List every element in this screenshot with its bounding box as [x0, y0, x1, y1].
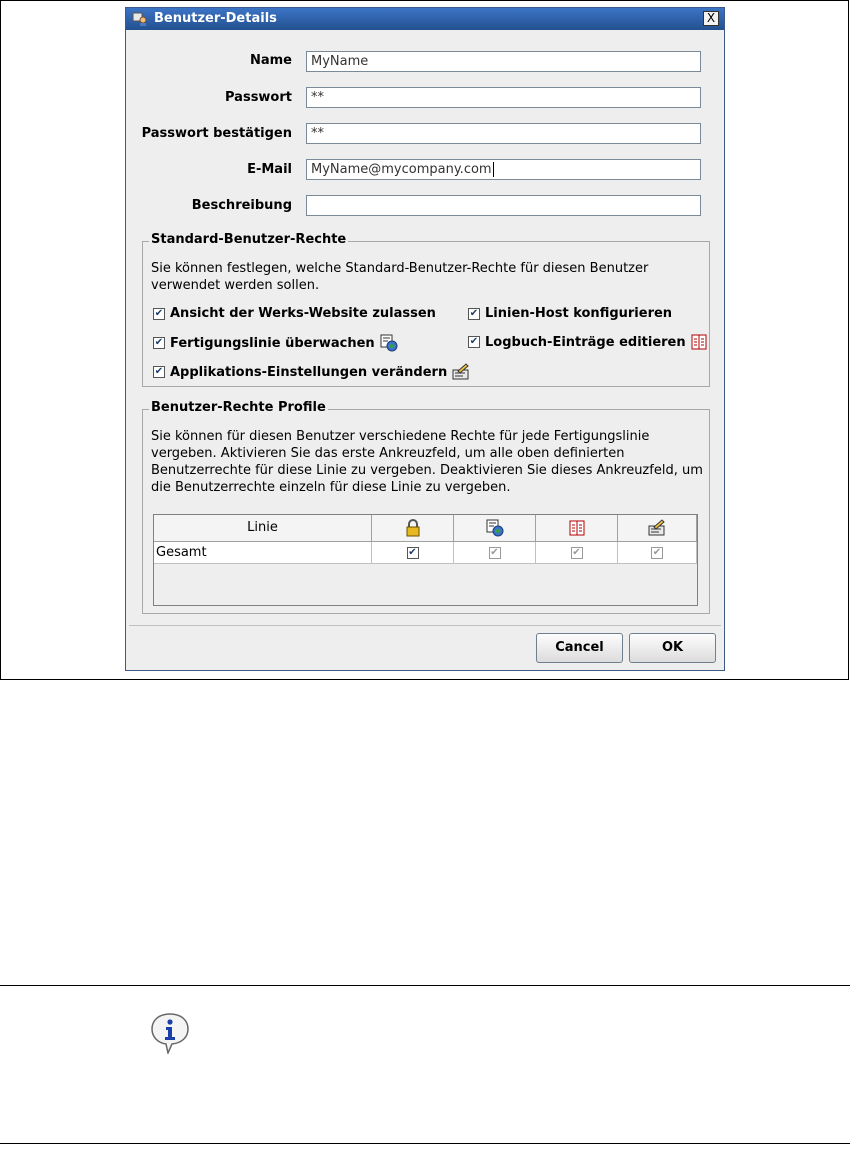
checkbox-box[interactable]: ✔: [154, 366, 164, 377]
cell-logbook: [536, 542, 618, 564]
name-field[interactable]: MyName: [306, 51, 701, 72]
description-label: Beschreibung: [191, 198, 292, 213]
row-checkbox-all[interactable]: ✔: [408, 547, 417, 558]
checkbox-label: Applikations-Einstellungen verändern: [170, 364, 448, 380]
button-separator: [129, 625, 721, 626]
text-caret: [493, 162, 494, 177]
note-top-rule: [0, 985, 850, 986]
checkbox-monitor-line[interactable]: [153, 334, 398, 352]
user-details-dialog: [125, 7, 725, 671]
email-label: E-Mail: [247, 162, 292, 177]
column-header-logbook[interactable]: [536, 515, 618, 542]
row-checkbox-logbook[interactable]: ✔: [572, 547, 581, 558]
logbook-icon: [569, 520, 585, 536]
dialog-title: Benutzer-Details: [154, 11, 277, 26]
email-value: MyName@mycompany.com: [311, 162, 492, 177]
checkbox-label: Fertigungslinie überwachen: [170, 335, 375, 351]
checkbox-label: Ansicht der Werks-Website zulassen: [170, 306, 436, 321]
password-label: Passwort: [225, 90, 292, 105]
edit-settings-icon: [648, 519, 666, 537]
description-field[interactable]: [306, 195, 701, 216]
cell-settings: [618, 542, 697, 564]
column-header-linie[interactable]: Linie: [154, 515, 372, 542]
checkbox-view-website[interactable]: [153, 306, 436, 321]
name-label: Name: [249, 53, 292, 68]
confirm-password-field[interactable]: **: [306, 123, 701, 144]
column-header-settings[interactable]: [618, 515, 697, 542]
column-header-monitor[interactable]: [454, 515, 536, 542]
info-icon: [148, 1010, 192, 1054]
edit-settings-icon: [452, 363, 470, 381]
cell-lock: [372, 542, 454, 564]
checkbox-edit-logbook[interactable]: [468, 334, 707, 350]
note-bottom-rule: [0, 1143, 850, 1144]
checkbox-label: Logbuch-Einträge editieren: [485, 334, 686, 350]
cell-monitor: [454, 542, 536, 564]
cell-linie: Gesamt: [154, 542, 372, 564]
checkbox-box[interactable]: ✔: [469, 307, 479, 319]
checkbox-configure-host[interactable]: [468, 306, 672, 321]
confirm-password-label: Passwort bestätigen: [141, 126, 292, 141]
checkbox-change-settings[interactable]: [153, 363, 470, 381]
monitor-globe-icon: [380, 334, 398, 352]
checkbox-box[interactable]: ✔: [469, 336, 479, 347]
column-header-lock[interactable]: [372, 515, 454, 542]
email-field[interactable]: [306, 159, 701, 180]
dialog-titlebar: [126, 8, 724, 30]
rights-profiles-description: Sie können für diesen Benutzer verschiedene Rechte für jede Fertigungslinie vergeben. Aktivieren Sie das erste Ankreuzfeld, um alle oben definierten Benutzerrechte für diese Linie zu vergeben. Deaktivieren Sie dieses Ankreuzfeld, um die Benutzerrechte einzeln für diese Linie zu vergeben.: [151, 429, 703, 495]
checkbox-box[interactable]: ✔: [154, 307, 164, 319]
row-checkbox-monitor[interactable]: ✔: [490, 547, 499, 558]
line-rights-table: [153, 514, 698, 606]
close-button[interactable]: X: [703, 11, 719, 26]
ok-button[interactable]: OK: [629, 633, 716, 663]
rights-profiles-group: [142, 400, 710, 614]
standard-rights-description: Sie können festlegen, welche Standard-Benutzer-Rechte für diesen Benutzer verwendet werden sollen.: [151, 261, 649, 293]
logbook-icon: [691, 334, 707, 350]
checkbox-label: Linien-Host konfigurieren: [485, 306, 673, 321]
password-field[interactable]: **: [306, 87, 701, 108]
cancel-button[interactable]: Cancel: [536, 633, 623, 663]
lock-icon: [405, 519, 421, 537]
table-row[interactable]: [154, 542, 697, 564]
monitor-globe-icon: [486, 519, 504, 537]
standard-rights-group: [142, 232, 710, 387]
row-checkbox-settings[interactable]: ✔: [652, 547, 662, 558]
standard-rights-title: Standard-Benutzer-Rechte: [151, 232, 347, 247]
checkbox-box[interactable]: ✔: [154, 337, 164, 348]
rights-profiles-title: Benutzer-Rechte Profile: [151, 400, 326, 415]
table-header: [154, 515, 697, 542]
users-app-icon: [132, 11, 148, 27]
